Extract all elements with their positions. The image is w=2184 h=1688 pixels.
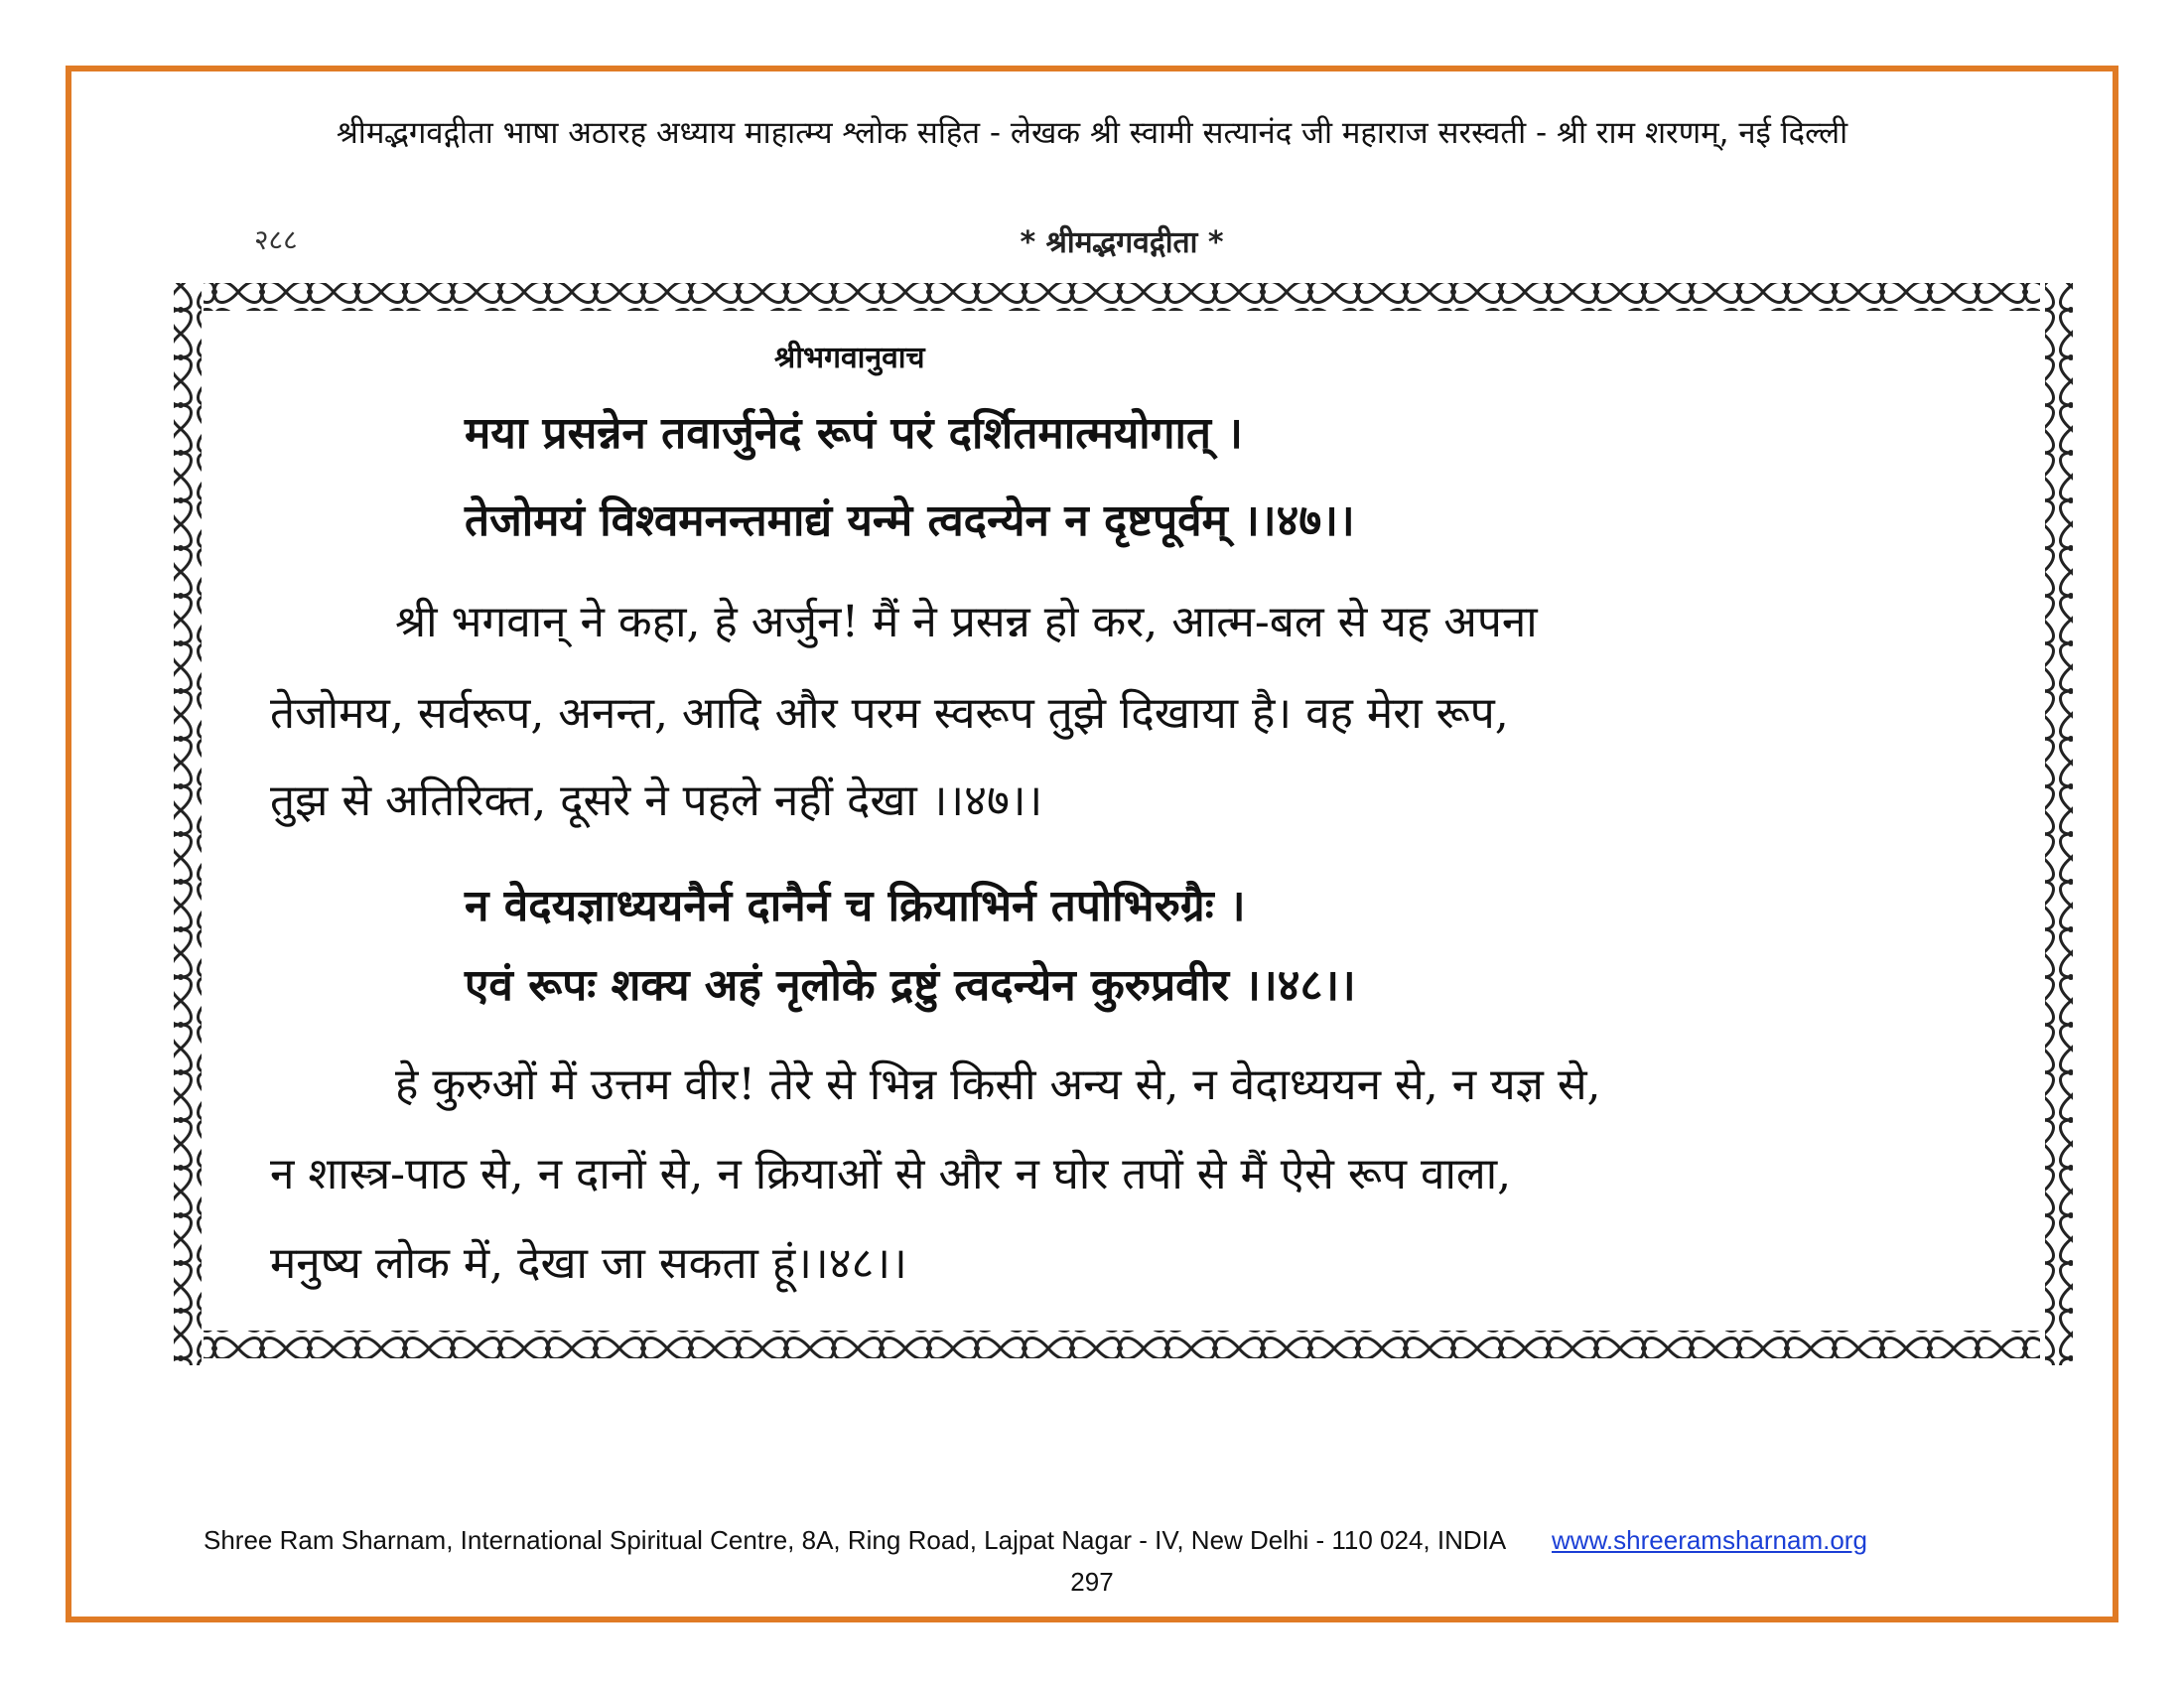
verse-47-line-1: मया प्रसन्नेन तवार्जुनेदं रूपं परं दर्शितमात्मयोगात् । xyxy=(465,408,1243,459)
running-head: * श्रीमद्भगवद्गीता * xyxy=(1020,225,1224,260)
ornament-top xyxy=(204,283,2040,311)
speaker-label: श्रीभगवानुवाच xyxy=(774,341,925,375)
document-header-title: श्रीमद्भगवद्गीता भाषा अठारह अध्याय माहात्म्य श्लोक सहित - लेखक श्री स्वामी सत्यानंद जी महाराज सरस्वती - श्री राम शरणम्, नई दिल्ली xyxy=(336,115,1848,151)
ornament-bottom xyxy=(204,1331,2040,1358)
footer xyxy=(204,1525,1990,1556)
translation-47-line-1: श्री भगवान् ने कहा, हे अर्जुन! मैं ने प्रसन्न हो कर, आत्म-बल से यह अपना xyxy=(395,597,1538,647)
verse-48-line-2: एवं रूपः शक्य अहं नृलोके द्रष्टुं त्वदन्येन कुरुप्रवीर ।।४८।। xyxy=(465,960,1356,1011)
verse-48-line-1: न वेदयज्ञाध्ययनैर्न दानैर्न च क्रियाभिर्न तपोभिरुग्रैः । xyxy=(465,881,1246,931)
page-number: 297 xyxy=(1070,1567,1114,1597)
ornament-right xyxy=(2045,283,2073,1365)
verse-47-line-2: तेजोमयं विश्वमनन्तमाद्यं यन्मे त्वदन्येन न दृष्टपूर्वम् ।।४७।। xyxy=(465,495,1355,546)
ornament-left xyxy=(174,283,202,1365)
translation-48-line-3: मनुष्य लोक में, देखा जा सकता हूं।।४८।। xyxy=(270,1238,907,1289)
website-link[interactable]: www.shreeramsharnam.org xyxy=(1552,1525,1867,1555)
translation-47-line-2: तेजोमय, सर्वरूप, अनन्त, आदि और परम स्वरूप तुझे दिखाया है। वह मेरा रूप, xyxy=(270,688,1509,739)
footer-address: Shree Ram Sharnam, International Spiritual Centre, 8A, Ring Road, Lajpat Nagar - IV, New Delhi - 110 024, INDIA xyxy=(204,1525,1505,1555)
translation-48-line-2: न शास्त्र-पाठ से, न दानों से, न क्रियाओं से और न घोर तपों से मैं ऐसे रूप वाला, xyxy=(270,1149,1512,1199)
translation-47-line-3: तुझ से अतिरिक्त, दूसरे ने पहले नहीं देखा ।।४७।। xyxy=(270,775,1043,826)
translation-48-line-1: हे कुरुओं में उत्तम वीर! तेरे से भिन्न किसी अन्य से, न वेदाध्ययन से, न यज्ञ से, xyxy=(395,1059,1601,1110)
book-page-number: २८८ xyxy=(254,223,298,256)
